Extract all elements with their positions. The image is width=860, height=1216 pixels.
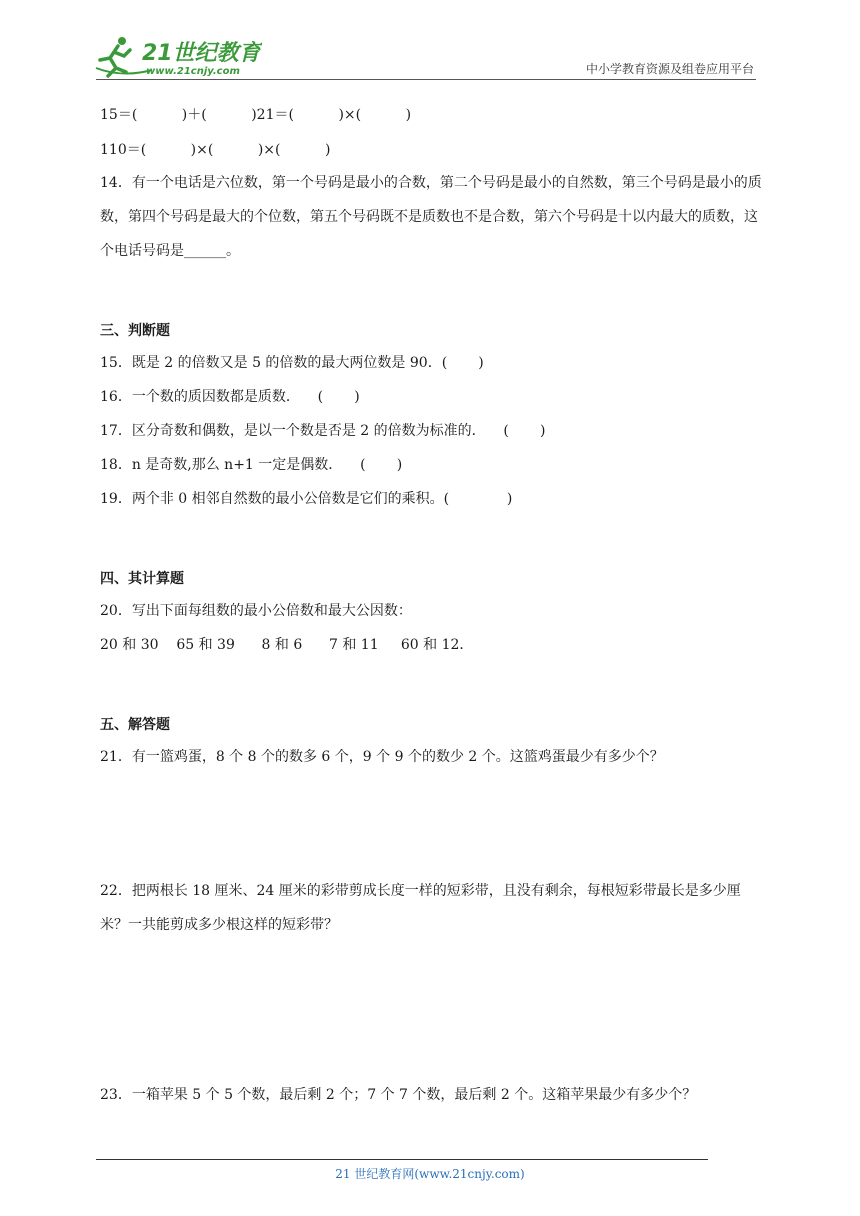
question-23: 23．一箱苹果 5 个 5 个数，最后剩 2 个；7 个 7 个数，最后剩 2 个。这箱苹果最少有多少个？ xyxy=(100,1087,697,1103)
question-19: 19．两个非 0 相邻自然数的最小公倍数是它们的乘积。( ) xyxy=(100,491,513,507)
question-15: 15．既是 2 的倍数又是 5 的倍数的最大两位数是 90．( ) xyxy=(100,355,484,371)
section-solve-title: 五、解答题 xyxy=(100,717,170,733)
footer-text: 21 世纪教育网(www.21cnjy.com) xyxy=(335,1167,525,1181)
logo-url: www.21cnjy.com xyxy=(146,66,240,77)
question-17: 17．区分奇数和偶数，是以一个数是否是 2 的倍数为标准的． ( ) xyxy=(100,423,546,439)
page-header xyxy=(0,0,860,90)
question-14: 14．有一个电话是六位数，第一个号码是最小的合数，第二个号码是最小的自然数，第三个号码是最小的质数，第四个号码是最大的个位数，第五个号码既不是质数也不是合数，第六个号码是十以内最大的质数，这个电话号码是______。 xyxy=(100,175,762,259)
q13-line-1: 15＝( )＋( )21＝( )×( ) xyxy=(100,107,412,123)
question-22: 22．把两根长 18 厘米、24 厘米的彩带剪成长度一样的短彩带，且没有剩余，每根短彩带最长是多少厘米？一共能剪成多少根这样的短彩带？ xyxy=(100,883,741,933)
question-21: 21．有一篮鸡蛋，8 个 8 个的数多 6 个，9 个 9 个的数少 2 个。这篮鸡蛋最少有多少个？ xyxy=(100,749,664,765)
question-16: 16．一个数的质因数都是质数． ( ) xyxy=(100,389,360,405)
footer-divider xyxy=(96,1159,708,1160)
section-judge-title: 三、判断题 xyxy=(100,323,170,339)
question-20-groups: 20 和 30 65 和 39 8 和 6 7 和 11 60 和 12． xyxy=(100,637,474,653)
section-calc-title: 四、其计算题 xyxy=(100,571,184,587)
platform-name: 中小学教育资源及组卷应用平台 xyxy=(585,62,754,76)
header-divider xyxy=(96,79,756,80)
q13-line-2: 110＝( )×( )×( ) xyxy=(100,142,331,158)
site-logo xyxy=(92,34,262,80)
question-20: 20．写出下面每组数的最小公倍数和最大公因数： xyxy=(100,603,412,619)
logo-text: 21世纪教育 xyxy=(142,41,261,66)
question-18: 18．n 是奇数,那么 n+1 一定是偶数． ( ) xyxy=(100,457,403,473)
